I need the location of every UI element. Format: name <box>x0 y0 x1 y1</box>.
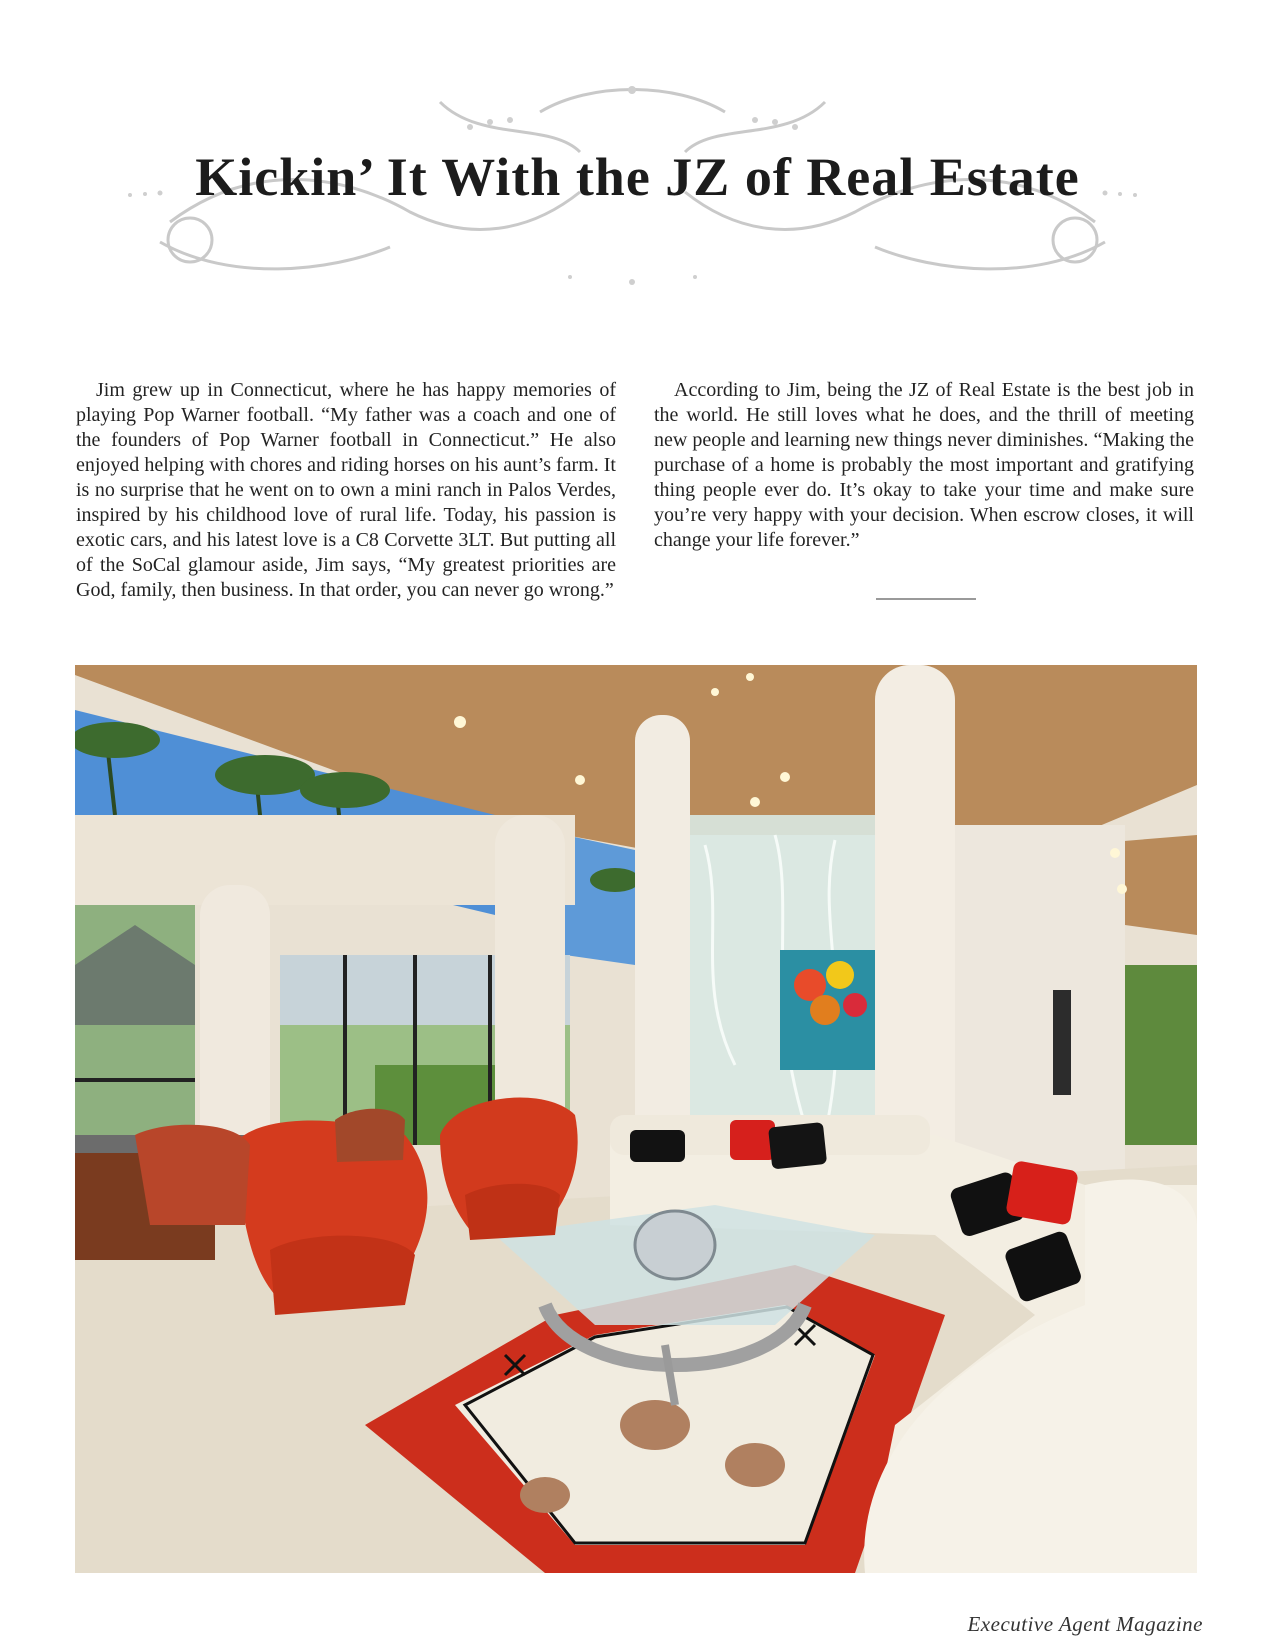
article-title: Kickin’ It With the JZ of Real Estate <box>195 147 1080 207</box>
article-paragraph: According to Jim, being the JZ of Real Estate is the best job in the world. He still loves what he does, and the thrill of meeting new people and learning new things never diminishes. “Making the purchase of a home is probably the most important and gratifying thing people ever do. It’s okay to take your time and make sure you’re very happy with your decision. When escrow closes, it will change your life forever.” <box>654 379 1194 551</box>
article-paragraph: Jim grew up in Connecticut, where he has happy memories of playing Pop Warner football. “My father was a coach and one of the founders of Pop Warner football in Connecticut.” He also enjoyed helping with chores and riding horses on his aunt’s farm. It is no surprise that he went on to own a mini ranch in Palos Verdes, inspired by his childhood love of rural life. Today, his passion is exotic cars, and his latest love is a C8 Corvette 3LT. But putting all of the SoCal glamour aside, Jim says, “My greatest priorities are God, family, then business. In that order, you can never go wrong.” <box>76 379 616 601</box>
section-divider <box>876 598 976 600</box>
article-column-left <box>76 378 616 603</box>
magazine-footer: Executive Agent Magazine <box>967 1612 1203 1636</box>
article-column-right <box>654 378 1194 553</box>
living-room-photo <box>75 665 1197 1573</box>
